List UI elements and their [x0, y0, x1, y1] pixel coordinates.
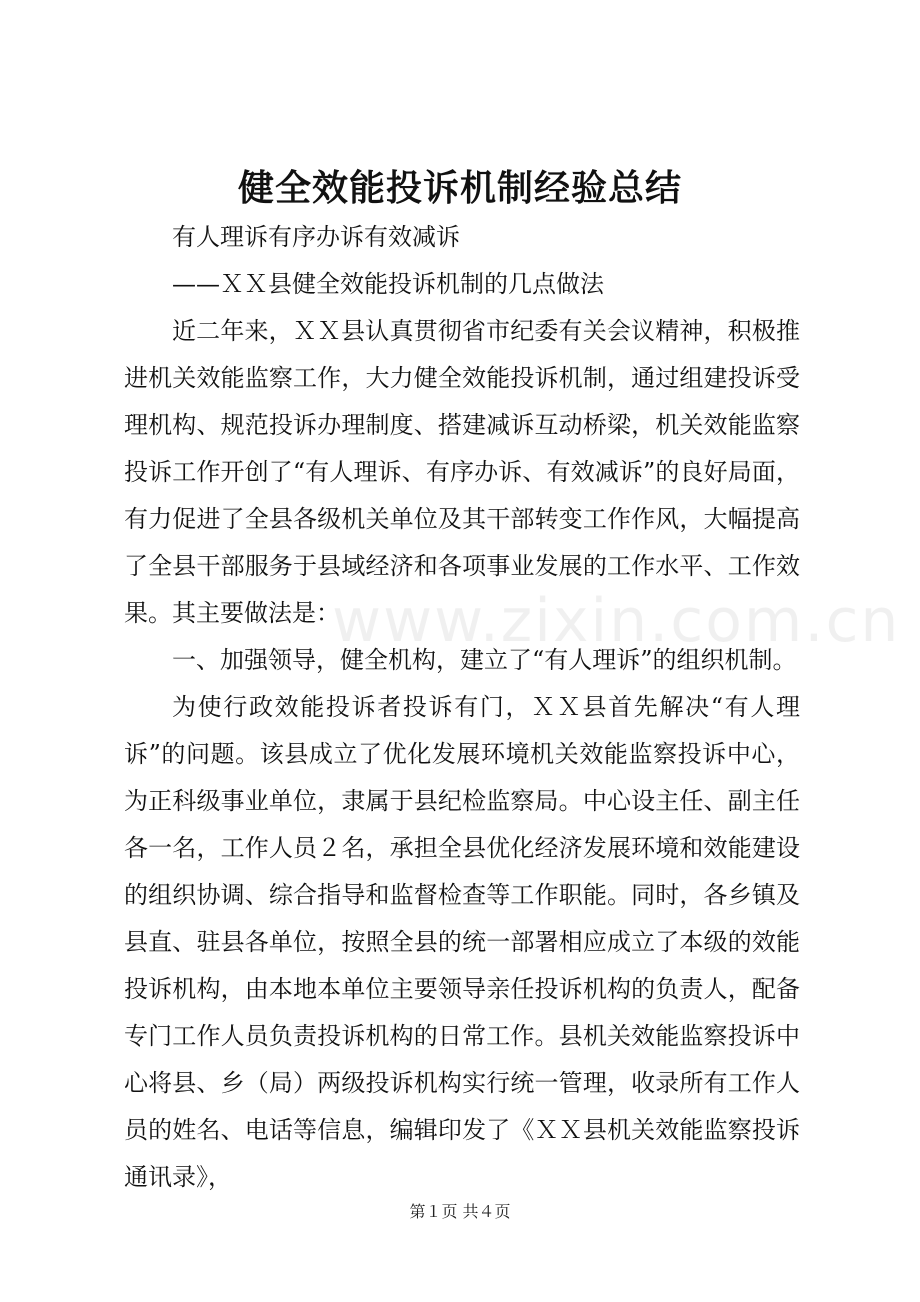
document-title: 健全效能投诉机制经验总结 — [237, 167, 682, 209]
paragraph-section-1: 为使行政效能投诉者投诉有门，ＸＸ县首先解决“有人理诉”的问题。该县成立了优化发展环境机关效能监察投诉中心，为正科级事业单位，隶属于县纪检监察局。中心设主任、副主任各一名，工作人员２名，承担全县优化经济发展环境和效能建设的组织协调、综合指导和监督检查等工作职能。同时，各乡镇及县直、驻县各单位，按照全县的统一部署相应成立了本级的效能投诉机构，由本地本单位主要领导亲任投诉机构的负责人，配备专门工作人员负责投诉机构的日常工作。县机关效能监察投诉中心将县、乡（局）两级投诉机构实行统一管理，收录所有工作人员的姓名、电话等信息，编辑印发了《ＸＸ县机关效能监察投诉通讯录》， — [124, 693, 800, 1191]
page-footer: 第１页 共４页 — [409, 1202, 511, 1221]
subheading: ——ＸＸ县健全效能投诉机制的几点做法 — [172, 270, 604, 298]
watermark: www.zixin.com.cn — [332, 586, 901, 656]
document-body — [124, 214, 800, 1201]
paragraph-intro: 近二年来，ＸＸ县认真贯彻省市纪委有关会议精神，积极推进机关效能监察工作，大力健全效能投诉机制，通过组建投诉受理机构、规范投诉办理制度、搭建减诉互动桥梁，机关效能监察投诉工作开创了“有人理诉、有序办诉、有效减诉”的良好局面，有力促进了全县各级机关单位及其干部转变工作作风，大幅提高了全县干部服务于县域经济和各项事业发展的工作水平、工作效果。其主要做法是： — [124, 317, 800, 627]
section-heading-1: 一、加强领导，健全机构，建立了“有人理诉”的组织机制。 — [172, 646, 797, 674]
subtitle: 有人理诉有序办诉有效减诉 — [172, 223, 460, 251]
